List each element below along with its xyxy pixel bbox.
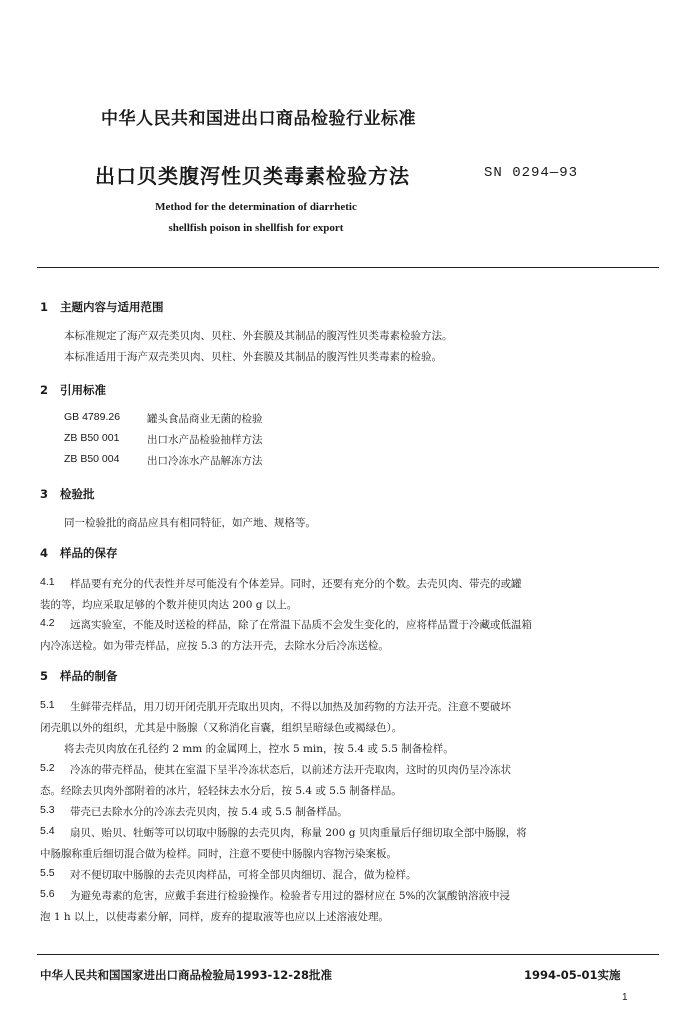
clause-number: 5.3 [40, 804, 55, 816]
clause-4-1-line-2: 装的等，均应采取足够的个数并使贝肉达 200 g 以上。 [40, 599, 298, 611]
issuing-org-header: 中华人民共和国进出口商品检验行业标准 [101, 109, 416, 129]
clause-number: 5.1 [40, 699, 55, 711]
clause-number: 5.5 [40, 867, 55, 879]
clause-5-2-line-2: 态。经除去贝肉外部附着的冰片，轻轻抹去水分后，按 5.4 或 5.5 制备样品。 [40, 785, 402, 797]
approval-line: 中华人民共和国国家进出口商品检验局1993-12-28批准 [40, 968, 333, 982]
clause-5-1-line-3: 将去壳贝肉放在孔径约 2 mm 的金属网上，控水 5 min，按 5.4 或 5.5 制备检样。 [64, 743, 454, 755]
section-5-title: 样品的制备 [60, 669, 118, 683]
section-1-number: 1 [40, 300, 49, 314]
section-1-title: 主题内容与适用范围 [60, 300, 164, 314]
page-number: 1 [622, 992, 628, 1003]
reference-title: 出口冷冻水产品解冻方法 [147, 455, 263, 467]
section-3-title: 检验批 [60, 487, 95, 501]
section-2-title: 引用标准 [60, 383, 106, 397]
clause-number: 5.2 [40, 762, 55, 774]
section-2-heading [40, 382, 106, 398]
section-5-number: 5 [40, 669, 49, 683]
clause-5-6-line-2: 泡 1 h 以上，以使毒素分解，同样，废弃的提取液等也应以上述溶液处理。 [40, 911, 389, 923]
section-1-paragraph-2: 本标准适用于海产双壳类贝肉、贝柱、外套膜及其制品的腹泻性贝类毒素的检验。 [64, 351, 442, 363]
reference-code: ZB B50 001 [64, 432, 120, 444]
section-3-number: 3 [40, 487, 49, 501]
clause-4-2-line-2: 内冷冻送检。如为带壳样品，应按 5.3 的方法开壳，去除水分后冷冻送检。 [40, 640, 389, 652]
clause-5-1-line-1: 生鲜带壳样品，用刀切开闭壳肌开壳取出贝肉，不得以加热及加药物的方法开壳。注意不要破坏 [70, 701, 511, 713]
section-4-title: 样品的保存 [60, 546, 118, 560]
section-2-number: 2 [40, 383, 49, 397]
clause-4-2-line-1: 远离实验室，不能及时送检的样品，除了在常温下品质不会发生变化的，应将样品置于冷藏或低温箱 [70, 619, 532, 631]
clause-5-4-line-1: 扇贝、贻贝、牡蛎等可以切取中肠腺的去壳贝肉，称量 200 g 贝肉重量后仔细切取全部中肠腺，将 [70, 827, 527, 839]
effective-date: 1994-05-01实施 [524, 968, 621, 982]
reference-code: GB 4789.26 [64, 411, 121, 423]
footer-divider [37, 954, 659, 955]
section-1-paragraph-1: 本标准规定了海产双壳类贝肉、贝柱、外套膜及其制品的腹泻性贝类毒素检验方法。 [64, 330, 453, 342]
clause-5-5-line-1: 对不便切取中肠腺的去壳贝肉样品，可将全部贝肉细切、混合，做为检样。 [70, 869, 417, 881]
reference-code: ZB B50 004 [64, 453, 120, 465]
clause-number: 4.1 [40, 576, 55, 588]
standard-code: SN 0294—93 [484, 165, 579, 181]
english-title-line1: Method for the determination of diarrhetic [155, 201, 357, 213]
section-5-heading [40, 668, 118, 684]
clause-4-1-line-1: 样品要有充分的代表性并尽可能没有个体差异。同时，还要有充分的个数。去壳贝肉、带壳的或罐 [70, 578, 522, 590]
clause-5-6-line-1: 为避免毒素的危害，应戴手套进行检验操作。检验者专用过的器材应在 5%的次氯酸钠溶液中浸 [70, 890, 510, 902]
section-3-paragraph-1: 同一检验批的商品应具有相同特征，如产地、规格等。 [64, 517, 316, 529]
section-4-heading [40, 545, 118, 561]
section-4-number: 4 [40, 546, 49, 560]
english-title-line2: shellfish poison in shellfish for export [168, 222, 344, 234]
clause-number: 4.2 [40, 617, 55, 629]
reference-title: 出口水产品检验抽样方法 [147, 434, 263, 446]
document-title: 出口贝类腹泻性贝类毒素检验方法 [95, 164, 410, 188]
reference-title: 罐头食品商业无菌的检验 [147, 413, 263, 425]
clause-5-4-line-2: 中肠腺称重后细切混合做为检样。同时，注意不要使中肠腺内容物污染案板。 [40, 848, 397, 860]
clause-number: 5.4 [40, 825, 55, 837]
section-3-heading [40, 486, 95, 502]
clause-5-3-line-1: 带壳已去除水分的冷冻去壳贝肉，按 5.4 或 5.5 制备样品。 [70, 806, 348, 818]
clause-5-2-line-1: 冷冻的带壳样品，使其在室温下呈半冷冻状态后，以前述方法开壳取肉，这时的贝肉仍呈冷冻状 [70, 764, 511, 776]
clause-5-1-line-2: 闭壳肌以外的组织，尤其是中肠腺（又称消化盲囊，组织呈暗绿色或褐绿色）。 [40, 722, 403, 734]
clause-number: 5.6 [40, 888, 55, 900]
header-divider [37, 267, 659, 268]
section-1-heading [40, 299, 164, 315]
